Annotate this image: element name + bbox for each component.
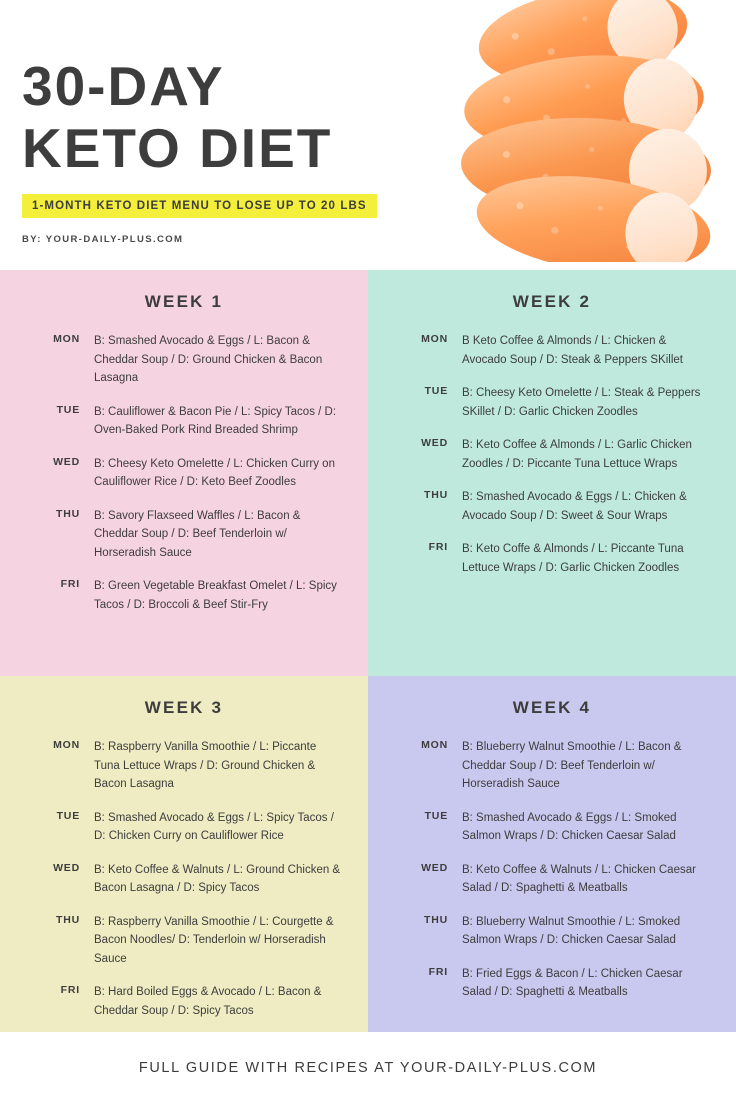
subtitle-banner: 1-MONTH KETO DIET MENU TO LOSE UP TO 20 LBS — [22, 194, 377, 218]
day-row — [394, 540, 710, 577]
day-meals: B: Fried Eggs & Bacon / L: Chicken Caesar Salad / D: Spaghetti & Meatballs — [462, 967, 683, 998]
page-title-line-1: 30-DAY — [22, 55, 225, 117]
day-row — [26, 507, 342, 563]
day-row — [26, 332, 342, 388]
day-label: MON — [421, 333, 448, 345]
title-block — [22, 55, 377, 245]
day-meals: B: Keto Coffee & Almonds / L: Garlic Chicken Zoodles / D: Piccante Tuna Lettuce Wraps — [462, 439, 692, 470]
day-row — [394, 488, 710, 525]
day-meals: B: Smashed Avocado & Eggs / L: Spicy Tacos / D: Chicken Curry on Cauliflower Rice — [94, 811, 334, 842]
day-meals: B: Keto Coffee & Walnuts / L: Chicken Caesar Salad / D: Spaghetti & Meatballs — [462, 863, 696, 894]
day-row — [26, 577, 342, 614]
day-label: FRI — [428, 541, 448, 553]
day-label: WED — [53, 455, 80, 468]
day-label: MON — [53, 739, 80, 751]
day-row — [26, 403, 342, 440]
day-meals: B: Cheesy Keto Omelette / L: Chicken Curry on Cauliflower Rice / D: Keto Beef Zoodles — [94, 457, 335, 488]
day-row — [394, 436, 710, 473]
day-row — [394, 861, 710, 898]
day-meals: B: Smashed Avocado & Eggs / L: Bacon & Cheddar Soup / D: Ground Chicken & Bacon Lasagna — [94, 335, 323, 384]
day-label: WED — [421, 437, 448, 449]
day-meals: B: Green Vegetable Breakfast Omelet / L: Spicy Tacos / D: Broccoli & Beef Stir-Fry — [94, 580, 337, 611]
week-title: WEEK 3 — [144, 698, 224, 717]
day-row — [394, 965, 710, 1002]
day-label: THU — [56, 507, 80, 520]
weeks-grid — [0, 270, 736, 1032]
week-card-2 — [368, 270, 736, 676]
day-row — [394, 332, 710, 369]
day-row — [394, 738, 710, 794]
day-meals: B: Smashed Avocado & Eggs / L: Chicken & Avocado Soup / D: Sweet & Sour Wraps — [462, 491, 687, 522]
day-meals: B: Keto Coffe & Almonds / L: Piccante Tuna Lettuce Wraps / D: Garlic Chicken Zoodles — [462, 543, 684, 574]
week-card-4 — [368, 676, 736, 1032]
day-meals: B: Raspberry Vanilla Smoothie / L: Courgette & Bacon Noodles/ D: Tenderloin w/ Horseradish Sauce — [94, 915, 334, 965]
day-label: MON — [421, 739, 448, 751]
week-title: WEEK 4 — [512, 698, 592, 717]
day-meals: B Keto Coffee & Almonds / L: Chicken & Avocado Soup / D: Steak & Peppers SKillet — [462, 335, 683, 366]
week-title: WEEK 2 — [512, 292, 592, 311]
day-label: TUE — [56, 403, 80, 416]
day-meals: B: Hard Boiled Eggs & Avocado / L: Bacon & Cheddar Soup / D: Spicy Tacos — [94, 986, 322, 1017]
day-label: FRI — [60, 984, 80, 996]
day-meals: B: Keto Coffee & Walnuts / L: Ground Chicken & Bacon Lasagna / D: Spicy Tacos — [94, 863, 341, 894]
week-card-3 — [0, 676, 368, 1032]
day-meals: B: Blueberry Walnut Smoothie / L: Smoked Salmon Wraps / D: Chicken Caesar Salad — [462, 915, 681, 946]
week-card-1 — [0, 270, 368, 676]
day-row — [26, 455, 342, 492]
day-label: FRI — [60, 578, 80, 590]
day-row — [26, 913, 342, 969]
byline: BY: YOUR-DAILY-PLUS.COM — [22, 234, 184, 245]
day-row — [26, 738, 342, 794]
day-label: MON — [53, 333, 80, 345]
day-meals: B: Cauliflower & Bacon Pie / L: Spicy Tacos / D: Oven-Baked Pork Rind Breaded Shrimp — [94, 405, 337, 436]
footer-text: FULL GUIDE WITH RECIPES AT YOUR-DAILY-PLUS.COM — [138, 1060, 598, 1076]
day-label: FRI — [428, 965, 448, 978]
day-meals: B: Raspberry Vanilla Smoothie / L: Piccante Tuna Lettuce Wraps / D: Ground Chicken & Bacon Lasagna — [94, 741, 317, 790]
day-label: TUE — [56, 809, 80, 822]
day-label: WED — [421, 861, 448, 874]
page-title-line-2: KETO DIET — [22, 117, 333, 179]
poster-footer — [0, 1032, 736, 1104]
day-meals: B: Blueberry Walnut Smoothie / L: Bacon & Cheddar Soup / D: Beef Tenderloin w/ Horseradish Sauce — [462, 741, 682, 790]
day-label: TUE — [424, 385, 448, 397]
day-meals: B: Savory Flaxseed Waffles / L: Bacon & Cheddar Soup / D: Beef Tenderloin w/ Horseradish Sauce — [94, 509, 301, 559]
day-row — [26, 983, 342, 1020]
day-label: THU — [56, 913, 80, 926]
day-row — [394, 809, 710, 846]
day-row — [26, 809, 342, 846]
day-label: THU — [424, 913, 448, 926]
poster-header — [0, 0, 736, 270]
day-row — [394, 913, 710, 950]
week-title: WEEK 1 — [144, 292, 224, 311]
day-meals: B: Smashed Avocado & Eggs / L: Smoked Salmon Wraps / D: Chicken Caesar Salad — [462, 811, 677, 842]
day-row — [26, 861, 342, 898]
day-meals: B: Cheesy Keto Omelette / L: Steak & Peppers SKillet / D: Garlic Chicken Zoodles — [462, 387, 701, 418]
day-label: THU — [424, 489, 448, 501]
day-label: WED — [53, 861, 80, 874]
day-label: TUE — [424, 809, 448, 822]
shrimp-photo — [406, 0, 736, 262]
day-row — [394, 384, 710, 421]
